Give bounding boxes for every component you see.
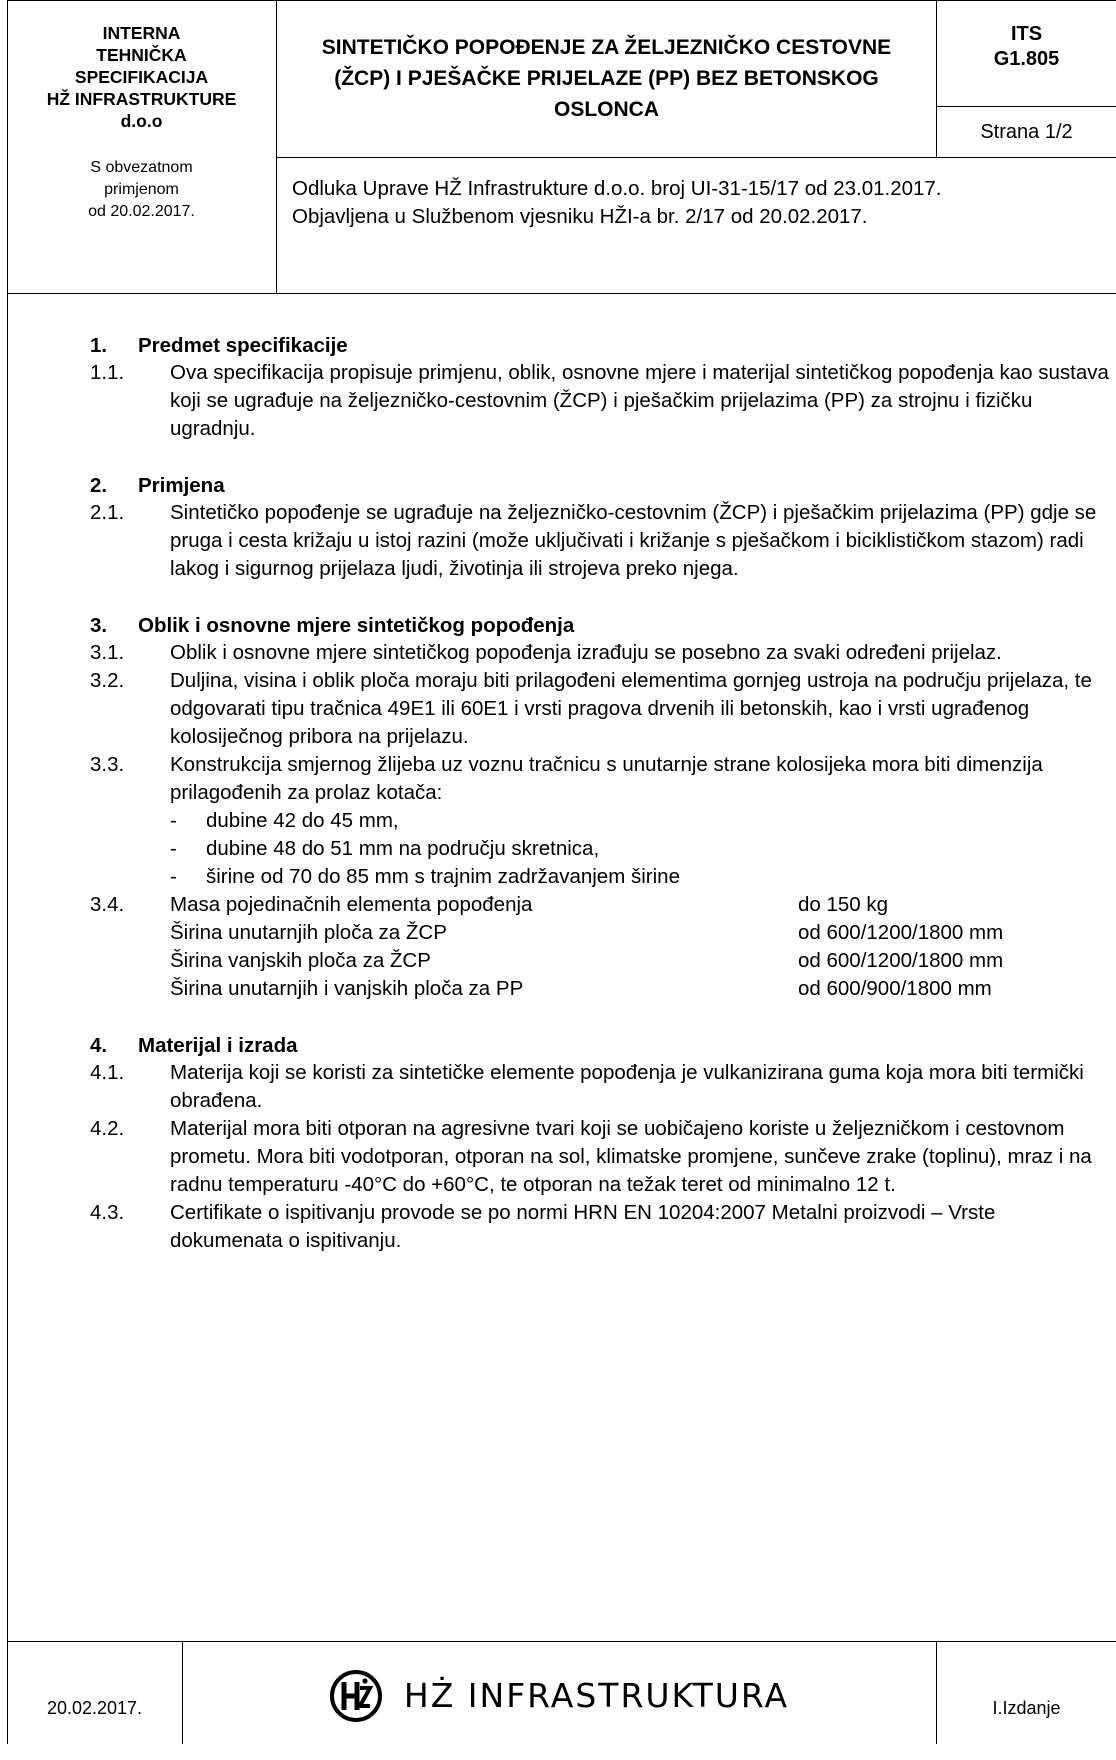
header-org-cell bbox=[7, 0, 277, 293]
section-heading: Materijal i izrada bbox=[138, 1034, 298, 1057]
dash-bullet: - bbox=[170, 837, 177, 860]
clause-number-spacer bbox=[90, 947, 170, 975]
section-title bbox=[90, 1032, 1110, 1059]
section-2 bbox=[90, 472, 1110, 583]
clause-number: 3.3. bbox=[90, 753, 125, 776]
mass-row bbox=[90, 975, 1110, 1003]
section-1 bbox=[90, 332, 1110, 443]
dash-item bbox=[170, 863, 1110, 891]
clause bbox=[90, 499, 1110, 583]
document-title-text: SINTETIČKO POPOĐENJE ZA ŽELJEZNIČKO CESTOVNE (ŽCP) I PJEŠAČKE PRIJELAZE (PP) BEZ BETONSKOG OSLONCA bbox=[321, 36, 892, 121]
clause-text: Certifikate o ispitivanju provode se po normi HRN EN 10204:2007 Metalni proizvodi – Vrste dokumenata o ispitivanju. bbox=[170, 1201, 996, 1252]
decision-line: Objavljena u Službenom vjesniku HŽI-a br. 2/17 od 20.02.2017. bbox=[292, 205, 868, 228]
page-number: Strana 1/2 bbox=[937, 107, 1116, 158]
mass-label: Širina unutarnjih ploča za ŽCP bbox=[170, 921, 447, 944]
clause-text: Sintetičko popođenje se ugrađuje na željezničko-cestovnim (ŽCP) i pješačkim prijelazima (PP) gdje se pruga i cesta križaju u istoj razini (može uključivati i križanje s pješačkom i biciklističkom stazom) radi lakog i sigurnog prijelaza ljudi, životinja ili strojeva preko njega. bbox=[170, 501, 1097, 580]
clause-text: Duljina, visina i oblik ploča moraju biti prilagođeni elementima gornjeg ustroja na području prijelaza, te odgovarati tipu tračnica 49E1 ili 60E1 i vrsti pragova drvenih ili betonskih, kao i vrsti ugrađenog kolosiječnog pribora na prijelazu. bbox=[170, 669, 1092, 748]
clause bbox=[90, 359, 1110, 443]
clause-number: 3.2. bbox=[90, 669, 125, 692]
section-title bbox=[90, 472, 1110, 499]
mass-value: od 600/900/1800 mm bbox=[798, 977, 992, 1000]
dash-text: dubine 48 do 51 mm na području skretnica, bbox=[206, 837, 600, 860]
footer-date: 20.02.2017. bbox=[7, 1641, 183, 1744]
clause-number: 2.1. bbox=[90, 501, 125, 524]
org-line: SPECIFIKACIJA bbox=[74, 67, 209, 87]
mass-row bbox=[90, 891, 1110, 919]
clause-text: Materijal mora biti otporan na agresivne tvari koji se uobičajeno koriste u željezničkom i cestovnom prometu. Mora biti vodotporan, otporan na sol, klimatske promjene, sunčeve zrake (toplinu), mraz i na radnu temperaturu -40°C do +60°C, te otporan na težak teret od minimalno 12 t. bbox=[170, 1117, 1092, 1196]
section-heading: Primjena bbox=[138, 474, 225, 497]
mandatory-line: od 20.02.2017. bbox=[88, 203, 195, 220]
mass-value: od 600/1200/1800 mm bbox=[798, 921, 1004, 944]
section-heading: Predmet specifikacije bbox=[138, 334, 348, 357]
mass-label: Širina vanjskih ploča za ŽCP bbox=[170, 949, 431, 972]
dash-text: dubine 42 do 45 mm, bbox=[206, 809, 399, 832]
clause-text: Konstrukcija smjernog žlijeba uz voznu tračnicu s unutarnje strane kolosijeka mora biti dimenzija prilagođenih za prolaz kotača: bbox=[170, 753, 1043, 804]
mandatory-note bbox=[7, 157, 276, 223]
org-line: TEHNIČKA bbox=[96, 45, 187, 65]
section-title bbox=[90, 332, 1110, 359]
clause-text: Oblik i osnovne mjere sintetičkog popođenja izrađuju se posebno za svaki određeni prijelaz. bbox=[170, 641, 1002, 664]
header-divider bbox=[7, 293, 1116, 294]
spec-code bbox=[937, 0, 1116, 107]
decision-line: Odluka Uprave HŽ Infrastrukture d.o.o. broj UI-31-15/17 od 23.01.2017. bbox=[292, 177, 942, 200]
section-title bbox=[90, 612, 1110, 639]
clause-number: 3.1. bbox=[90, 641, 125, 664]
hz-logo-icon bbox=[330, 1670, 382, 1722]
clause bbox=[90, 667, 1110, 751]
section-number: 3. bbox=[90, 614, 108, 637]
clause-number: 3.4. bbox=[90, 893, 125, 916]
section-4 bbox=[90, 1032, 1110, 1255]
dash-item bbox=[170, 807, 1110, 835]
mass-row bbox=[90, 919, 1110, 947]
clause-number-spacer bbox=[90, 919, 170, 947]
clause bbox=[90, 1059, 1110, 1115]
footer-edition: I.Izdanje bbox=[992, 1698, 1061, 1718]
footer-brand bbox=[183, 1641, 937, 1744]
mass-label: Širina unutarnjih i vanjskih ploča za PP bbox=[170, 977, 524, 1000]
dash-item bbox=[170, 835, 1110, 863]
clause bbox=[90, 1199, 1110, 1255]
mass-value: do 150 kg bbox=[798, 893, 889, 916]
mass-label: Masa pojedinačnih elementa popođenja bbox=[170, 893, 533, 916]
section-number: 4. bbox=[90, 1034, 108, 1057]
org-line: HŽ INFRASTRUKTURE bbox=[46, 89, 237, 109]
clause bbox=[90, 639, 1110, 667]
section-heading: Oblik i osnovne mjere sintetičkog popođenja bbox=[138, 614, 575, 637]
document-title bbox=[277, 0, 937, 158]
mandatory-line: S obvezatnom bbox=[90, 159, 193, 176]
clause bbox=[90, 751, 1110, 807]
mandatory-line: primjenom bbox=[104, 181, 179, 198]
section-number: 1. bbox=[90, 334, 108, 357]
org-line: INTERNA bbox=[102, 23, 181, 43]
clause-number: 4.2. bbox=[90, 1117, 125, 1140]
clause-number: 4.3. bbox=[90, 1201, 125, 1224]
document-body bbox=[90, 332, 1110, 1284]
clause-number: 4.1. bbox=[90, 1061, 125, 1084]
mass-value: od 600/1200/1800 mm bbox=[798, 949, 1004, 972]
dash-bullet: - bbox=[170, 809, 177, 832]
spec-code-line: G1.805 bbox=[993, 48, 1060, 70]
org-line: d.o.o bbox=[120, 111, 163, 131]
clause-number-spacer bbox=[90, 975, 170, 1003]
brand-name: HŻ INFRASTRUKTURA bbox=[403, 1676, 790, 1715]
dash-bullet: - bbox=[170, 865, 177, 888]
section-3 bbox=[90, 612, 1110, 1003]
section-number: 2. bbox=[90, 474, 108, 497]
clause-number: 1.1. bbox=[90, 361, 125, 384]
mass-row bbox=[90, 947, 1110, 975]
spec-code-line: ITS bbox=[1010, 23, 1043, 45]
clause-text: Materija koji se koristi za sintetičke elemente popođenja je vulkanizirana guma koja mora biti termički obrađena. bbox=[170, 1061, 1084, 1112]
dash-text: širine od 70 do 85 mm s trajnim zadržavanjem širine bbox=[206, 865, 680, 888]
org-name bbox=[7, 22, 276, 132]
clause-text: Ova specifikacija propisuje primjenu, oblik, osnovne mjere i materijal sintetičkog popođenja kao sustava koji se ugrađuje na željezničko-cestovnim (ŽCP) i pješačkim prijelazima (PP) za strojnu i fizičku ugradnju. bbox=[170, 361, 1109, 440]
clause bbox=[90, 1115, 1110, 1199]
decision-note bbox=[292, 175, 1112, 231]
